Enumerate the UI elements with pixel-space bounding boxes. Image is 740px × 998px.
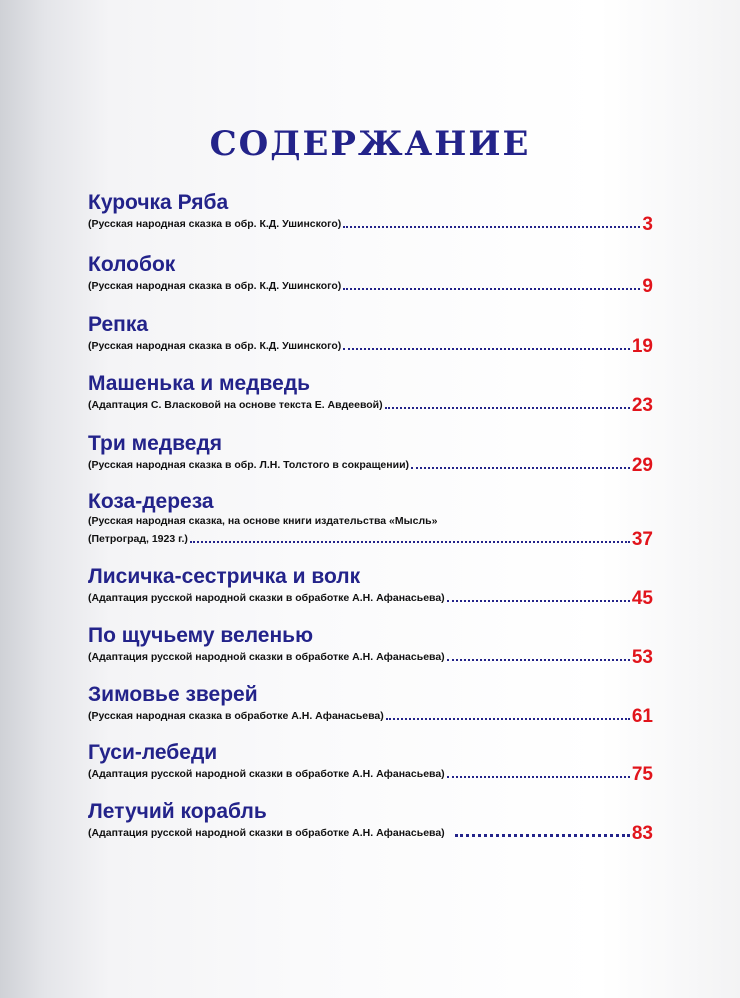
toc-entry-title: Гуси-лебеди: [88, 741, 218, 764]
toc-entry-page: 9: [642, 276, 653, 297]
toc-entry-title: Курочка Ряба: [88, 191, 229, 214]
toc-entry-note: (Русская народная сказка в обр. К.Д. Ушинского): [88, 218, 342, 230]
toc-entry: [88, 800, 653, 844]
toc-entry-title: Зимовье зверей: [88, 683, 258, 706]
toc-entry-page: 3: [642, 214, 653, 235]
toc-entry: [88, 683, 653, 727]
dot-leader: [447, 658, 630, 661]
toc-entry-note: (Адаптация С. Власковой на основе текста Е. Авдеевой): [88, 399, 383, 411]
toc-entry-note: (Русская народная сказка в обр. К.Д. Ушинского): [88, 340, 342, 352]
dot-leader: [190, 540, 630, 543]
toc-entry-page: 19: [631, 336, 653, 357]
toc-entry-title: Летучий корабль: [88, 800, 267, 823]
toc-entry-page: 45: [631, 588, 653, 609]
toc-entry-note-continued: (Петроград, 1923 г.): [88, 533, 188, 545]
dot-leader: [447, 775, 630, 778]
toc-entry: [88, 624, 653, 668]
toc-entry-note: (Русская народная сказка в обр. Л.Н. Толстого в сокращении): [88, 459, 410, 471]
toc-entry-title: По щучьему веленью: [88, 624, 314, 647]
toc-entry: [88, 741, 653, 785]
toc-entry-title: Коза-дереза: [88, 490, 214, 513]
dot-leader: [343, 287, 640, 290]
toc-entry-page: 37: [631, 529, 653, 550]
toc-entry: [88, 253, 653, 297]
page-title: СОДЕРЖАНИЕ: [209, 124, 531, 164]
toc-entry-page: 75: [631, 764, 653, 785]
toc-entry-note: (Русская народная сказка в обработке А.Н. Афанасьева): [88, 710, 384, 722]
toc-entry-title: Репка: [88, 313, 149, 336]
toc-entry-page: 29: [631, 455, 653, 476]
toc-entry-page: 53: [631, 647, 653, 668]
toc-entry: [88, 372, 653, 416]
dot-leader: [411, 466, 630, 469]
dot-leader: [343, 347, 630, 350]
toc-entry-note: (Адаптация русской народной сказки в обработке А.Н. Афанасьева): [88, 827, 445, 839]
toc-entry-title: Машенька и медведь: [88, 372, 311, 395]
toc-entry-title: Лисичка-сестричка и волк: [88, 565, 361, 588]
dot-leader: [455, 833, 630, 837]
dot-leader: [385, 406, 630, 409]
toc-entry: [88, 565, 653, 609]
dot-leader: [447, 599, 630, 602]
toc-entry: [88, 432, 653, 476]
dot-leader: [386, 717, 630, 720]
toc-entry-note: (Русская народная сказка в обр. К.Д. Ушинского): [88, 280, 342, 292]
toc-entry-page: 23: [631, 395, 653, 416]
toc-entry-note: (Адаптация русской народной сказки в обработке А.Н. Афанасьева): [88, 768, 445, 780]
toc-entry-title: Колобок: [88, 253, 176, 276]
toc-entry: [88, 313, 653, 357]
toc-entry: [88, 191, 653, 235]
toc-entry-note: (Русская народная сказка, на основе книги издательства «Мысль»: [88, 515, 438, 527]
toc-entry-note: (Адаптация русской народной сказки в обработке А.Н. Афанасьева): [88, 592, 445, 604]
toc-entry-note: (Адаптация русской народной сказки в обработке А.Н. Афанасьева): [88, 651, 445, 663]
dot-leader: [343, 225, 640, 228]
toc-entry: [88, 490, 653, 550]
toc-entry-page: 61: [631, 706, 653, 727]
toc-entry-page: 83: [631, 823, 653, 844]
toc-entry-title: Три медведя: [88, 432, 223, 455]
